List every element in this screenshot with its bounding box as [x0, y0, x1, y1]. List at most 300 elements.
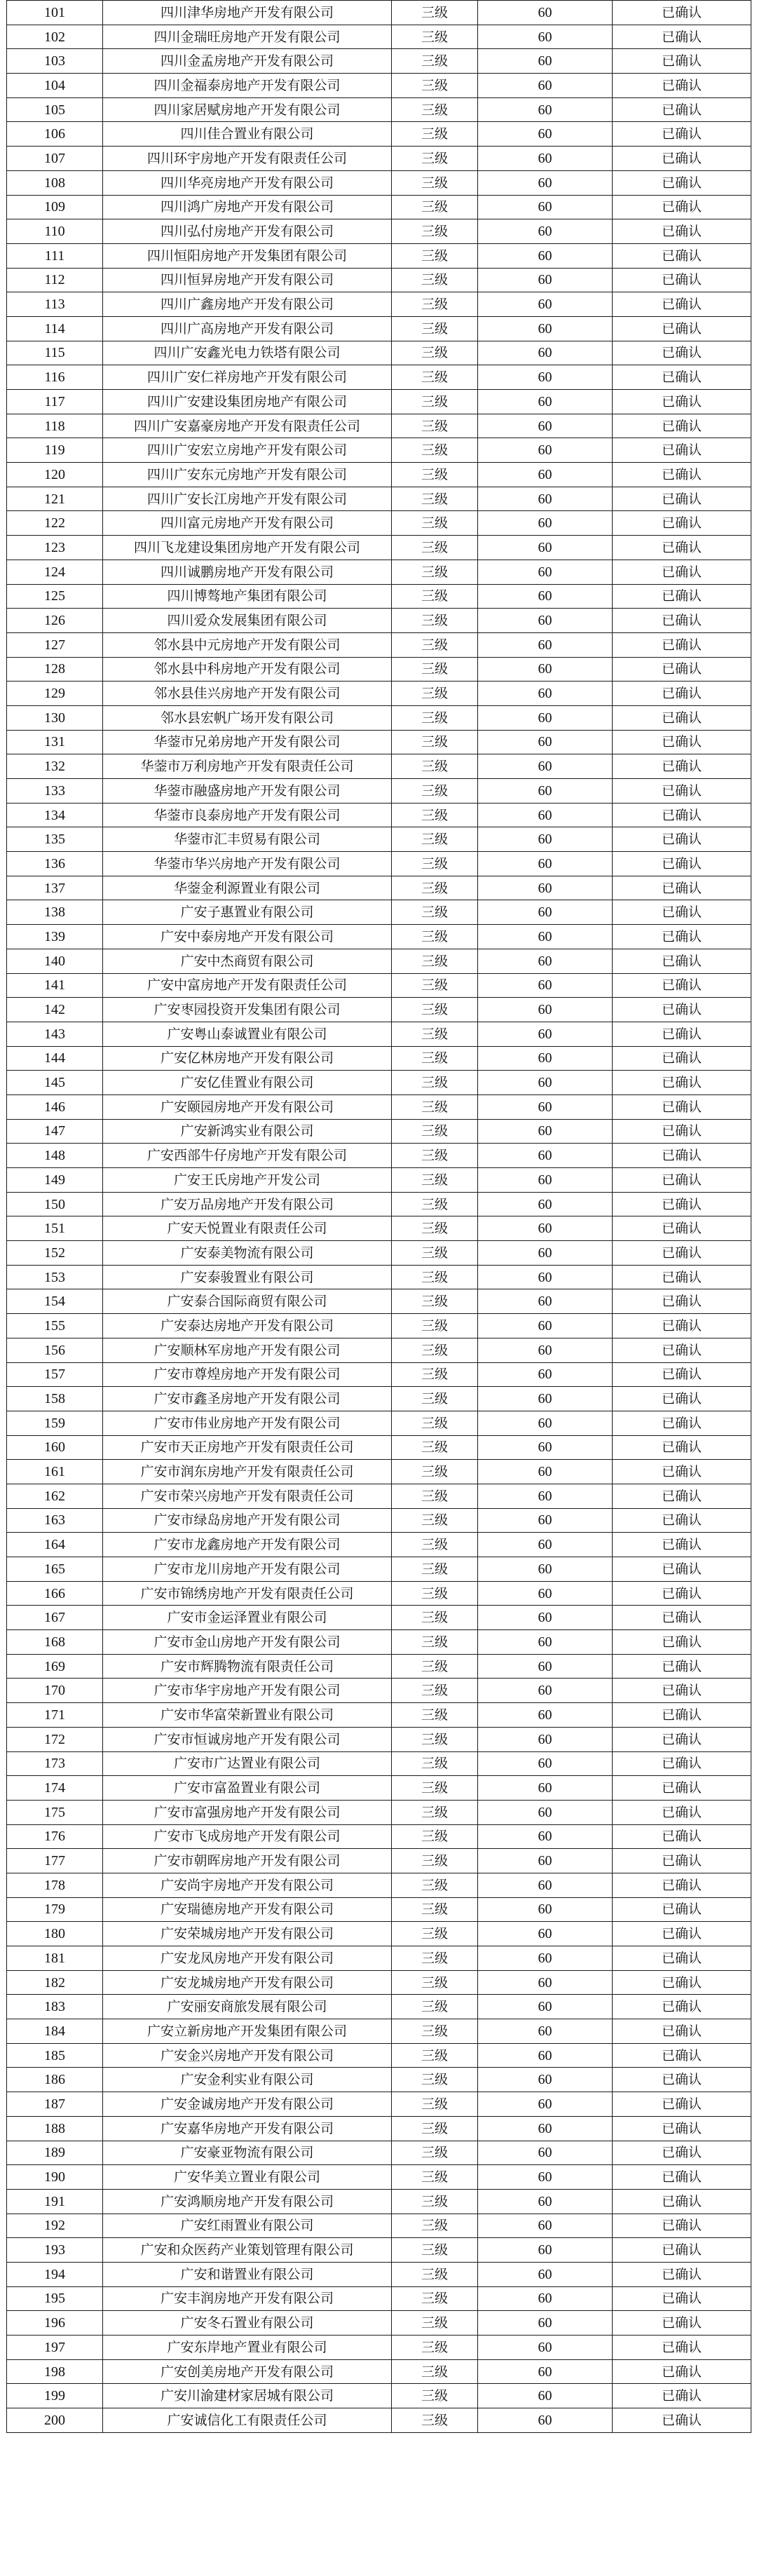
score-cell: 60: [478, 609, 613, 633]
qualification-level-cell: 三级: [392, 560, 478, 584]
company-name-cell: 广安市天正房地产开发有限责任公司: [103, 1435, 392, 1460]
qualification-level-cell: 三级: [392, 1362, 478, 1387]
company-name-cell: 四川金孟房地产开发有限公司: [103, 49, 392, 74]
score-cell: 60: [478, 292, 613, 317]
company-name-cell: 广安泰骏置业有限公司: [103, 1265, 392, 1289]
table-row: [7, 1, 751, 25]
status-cell: 已确认: [613, 1557, 751, 1582]
row-index-cell: 103: [7, 49, 103, 74]
row-index-cell: 177: [7, 1849, 103, 1873]
qualification-level-cell: 三级: [392, 1387, 478, 1411]
status-cell: 已确认: [613, 511, 751, 536]
company-name-cell: 广安亿林房地产开发有限公司: [103, 1046, 392, 1071]
company-name-cell: 广安龙城房地产开发有限公司: [103, 1970, 392, 1995]
row-index-cell: 174: [7, 1776, 103, 1801]
status-cell: 已确认: [613, 292, 751, 317]
score-cell: 60: [478, 1849, 613, 1873]
qualification-level-cell: 三级: [392, 2141, 478, 2165]
row-index-cell: 146: [7, 1094, 103, 1119]
score-cell: 60: [478, 1557, 613, 1582]
status-cell: 已确认: [613, 1946, 751, 1971]
company-name-cell: 邻水县宏帆广场开发有限公司: [103, 705, 392, 730]
qualification-level-cell: 三级: [392, 2068, 478, 2092]
qualification-level-cell: 三级: [392, 1022, 478, 1046]
company-name-cell: 广安新鸿实业有限公司: [103, 1119, 392, 1144]
score-cell: 60: [478, 1192, 613, 1216]
status-cell: 已确认: [613, 2408, 751, 2433]
row-index-cell: 170: [7, 1679, 103, 1703]
qualification-level-cell: 三级: [392, 292, 478, 317]
table-row: [7, 1265, 751, 1289]
status-cell: 已确认: [613, 195, 751, 219]
row-index-cell: 171: [7, 1703, 103, 1728]
score-cell: 60: [478, 170, 613, 195]
company-name-cell: 广安尚宇房地产开发有限公司: [103, 1873, 392, 1897]
company-name-cell: 广安创美房地产开发有限公司: [103, 2359, 392, 2384]
status-cell: 已确认: [613, 1776, 751, 1801]
qualification-level-cell: 三级: [392, 1484, 478, 1508]
score-cell: 60: [478, 316, 613, 341]
row-index-cell: 190: [7, 2165, 103, 2190]
score-cell: 60: [478, 1144, 613, 1168]
company-name-cell: 广安市鑫圣房地产开发有限公司: [103, 1387, 392, 1411]
company-name-cell: 广安王氏房地产开发公司: [103, 1168, 392, 1193]
status-cell: 已确认: [613, 1606, 751, 1630]
status-cell: 已确认: [613, 827, 751, 852]
qualification-level-cell: 三级: [392, 2384, 478, 2408]
score-cell: 60: [478, 2408, 613, 2433]
row-index-cell: 117: [7, 390, 103, 414]
score-cell: 60: [478, 1630, 613, 1655]
qualification-level-cell: 三级: [392, 390, 478, 414]
company-name-cell: 华蓥市汇丰贸易有限公司: [103, 827, 392, 852]
row-index-cell: 193: [7, 2238, 103, 2263]
qualification-level-cell: 三级: [392, 1849, 478, 1873]
qualification-level-cell: 三级: [392, 243, 478, 268]
status-cell: 已确认: [613, 876, 751, 900]
table-row: [7, 1071, 751, 1095]
score-cell: 60: [478, 1873, 613, 1897]
score-cell: 60: [478, 2311, 613, 2336]
company-name-cell: 广安市润东房地产开发有限责任公司: [103, 1460, 392, 1484]
score-cell: 60: [478, 1922, 613, 1946]
qualification-level-cell: 三级: [392, 1581, 478, 1606]
score-cell: 60: [478, 876, 613, 900]
score-cell: 60: [478, 1119, 613, 1144]
status-cell: 已确认: [613, 2286, 751, 2311]
table-row: [7, 1751, 751, 1776]
score-cell: 60: [478, 243, 613, 268]
score-cell: 60: [478, 1533, 613, 1557]
qualification-level-cell: 三级: [392, 1338, 478, 1362]
score-cell: 60: [478, 2043, 613, 2068]
status-cell: 已确认: [613, 365, 751, 390]
qualification-level-cell: 三级: [392, 1606, 478, 1630]
status-cell: 已确认: [613, 1144, 751, 1168]
score-cell: 60: [478, 730, 613, 754]
status-cell: 已确认: [613, 243, 751, 268]
score-cell: 60: [478, 1046, 613, 1071]
table-row: [7, 2092, 751, 2117]
status-cell: 已确认: [613, 1630, 751, 1655]
company-name-cell: 广安和众医药产业策划管理有限公司: [103, 2238, 392, 2263]
table-row: [7, 2068, 751, 2092]
company-name-cell: 广安市龙川房地产开发有限公司: [103, 1557, 392, 1582]
company-name-cell: 四川广安嘉豪房地产开发有限责任公司: [103, 414, 392, 438]
table-row: [7, 2286, 751, 2311]
row-index-cell: 135: [7, 827, 103, 852]
enterprise-table: [6, 0, 751, 2433]
status-cell: 已确认: [613, 1751, 751, 1776]
qualification-level-cell: 三级: [392, 1289, 478, 1314]
status-cell: 已确认: [613, 1897, 751, 1922]
row-index-cell: 122: [7, 511, 103, 536]
company-name-cell: 广安立新房地产开发集团有限公司: [103, 2019, 392, 2044]
qualification-level-cell: 三级: [392, 1508, 478, 1533]
row-index-cell: 138: [7, 900, 103, 925]
score-cell: 60: [478, 1824, 613, 1849]
row-index-cell: 125: [7, 584, 103, 609]
row-index-cell: 184: [7, 2019, 103, 2044]
table-row: [7, 1362, 751, 1387]
table-row: [7, 609, 751, 633]
qualification-level-cell: 三级: [392, 1411, 478, 1435]
status-cell: 已确认: [613, 1849, 751, 1873]
company-name-cell: 广安市金山房地产开发有限公司: [103, 1630, 392, 1655]
table-row: [7, 2019, 751, 2044]
score-cell: 60: [478, 1168, 613, 1193]
table-row: [7, 2336, 751, 2360]
score-cell: 60: [478, 438, 613, 463]
company-name-cell: 四川广安长江房地产开发有限公司: [103, 487, 392, 511]
row-index-cell: 112: [7, 268, 103, 292]
company-name-cell: 四川广安东元房地产开发有限公司: [103, 463, 392, 487]
table-row: [7, 632, 751, 657]
table-row: [7, 973, 751, 998]
company-name-cell: 广安荣城房地产开发有限公司: [103, 1922, 392, 1946]
row-index-cell: 172: [7, 1727, 103, 1751]
status-cell: 已确认: [613, 560, 751, 584]
score-cell: 60: [478, 268, 613, 292]
status-cell: 已确认: [613, 536, 751, 560]
status-cell: 已确认: [613, 2214, 751, 2238]
qualification-level-cell: 三级: [392, 1751, 478, 1776]
status-cell: 已确认: [613, 1, 751, 25]
row-index-cell: 155: [7, 1314, 103, 1338]
table-row: [7, 1897, 751, 1922]
table-row: [7, 2141, 751, 2165]
table-row: [7, 243, 751, 268]
company-name-cell: 广安市富盈置业有限公司: [103, 1776, 392, 1801]
table-row: [7, 1460, 751, 1484]
table-row: [7, 803, 751, 827]
score-cell: 60: [478, 584, 613, 609]
table-row: [7, 1119, 751, 1144]
score-cell: 60: [478, 998, 613, 1022]
score-cell: 60: [478, 1289, 613, 1314]
company-name-cell: 邻水县中元房地产开发有限公司: [103, 632, 392, 657]
status-cell: 已确认: [613, 1071, 751, 1095]
company-name-cell: 四川广安仁祥房地产开发有限公司: [103, 365, 392, 390]
row-index-cell: 200: [7, 2408, 103, 2433]
table-row: [7, 341, 751, 365]
table-row: [7, 1557, 751, 1582]
company-name-cell: 广安万品房地产开发有限公司: [103, 1192, 392, 1216]
company-name-cell: 广安鸿顺房地产开发有限公司: [103, 2189, 392, 2214]
qualification-level-cell: 三级: [392, 2359, 478, 2384]
table-row: [7, 74, 751, 98]
qualification-level-cell: 三级: [392, 170, 478, 195]
table-row: [7, 1703, 751, 1728]
score-cell: 60: [478, 1265, 613, 1289]
table-row: [7, 49, 751, 74]
qualification-level-cell: 三级: [392, 852, 478, 876]
row-index-cell: 158: [7, 1387, 103, 1411]
company-name-cell: 广安中富房地产开发有限责任公司: [103, 973, 392, 998]
status-cell: 已确认: [613, 2019, 751, 2044]
score-cell: 60: [478, 1338, 613, 1362]
company-name-cell: 广安市绿岛房地产开发有限公司: [103, 1508, 392, 1533]
qualification-level-cell: 三级: [392, 998, 478, 1022]
status-cell: 已确认: [613, 2384, 751, 2408]
score-cell: 60: [478, 973, 613, 998]
table-row: [7, 1094, 751, 1119]
row-index-cell: 182: [7, 1970, 103, 1995]
status-cell: 已确认: [613, 341, 751, 365]
status-cell: 已确认: [613, 1289, 751, 1314]
row-index-cell: 106: [7, 122, 103, 147]
row-index-cell: 115: [7, 341, 103, 365]
row-index-cell: 134: [7, 803, 103, 827]
company-name-cell: 四川广鑫房地产开发有限公司: [103, 292, 392, 317]
company-name-cell: 四川飞龙建设集团房地产开发有限公司: [103, 536, 392, 560]
table-row: [7, 1849, 751, 1873]
table-row: [7, 1654, 751, 1679]
status-cell: 已确认: [613, 438, 751, 463]
company-name-cell: 广安丰润房地产开发有限公司: [103, 2286, 392, 2311]
status-cell: 已确认: [613, 1824, 751, 1849]
table-row: [7, 998, 751, 1022]
table-row: [7, 1995, 751, 2019]
company-name-cell: 广安市锦绣房地产开发有限责任公司: [103, 1581, 392, 1606]
qualification-level-cell: 三级: [392, 900, 478, 925]
company-name-cell: 华蓥市万利房地产开发有限责任公司: [103, 754, 392, 779]
qualification-level-cell: 三级: [392, 1897, 478, 1922]
row-index-cell: 153: [7, 1265, 103, 1289]
row-index-cell: 139: [7, 925, 103, 949]
status-cell: 已确认: [613, 2092, 751, 2117]
score-cell: 60: [478, 463, 613, 487]
table-row: [7, 560, 751, 584]
table-row: [7, 1824, 751, 1849]
row-index-cell: 169: [7, 1654, 103, 1679]
row-index-cell: 192: [7, 2214, 103, 2238]
qualification-level-cell: 三级: [392, 876, 478, 900]
qualification-level-cell: 三级: [392, 1946, 478, 1971]
row-index-cell: 119: [7, 438, 103, 463]
status-cell: 已确认: [613, 268, 751, 292]
row-index-cell: 141: [7, 973, 103, 998]
row-index-cell: 148: [7, 1144, 103, 1168]
status-cell: 已确认: [613, 973, 751, 998]
qualification-level-cell: 三级: [392, 2092, 478, 2117]
qualification-level-cell: 三级: [392, 2214, 478, 2238]
company-name-cell: 广安金利实业有限公司: [103, 2068, 392, 2092]
score-cell: 60: [478, 1606, 613, 1630]
qualification-level-cell: 三级: [392, 803, 478, 827]
status-cell: 已确认: [613, 2165, 751, 2190]
table-row: [7, 949, 751, 973]
company-name-cell: 四川华亮房地产开发有限公司: [103, 170, 392, 195]
row-index-cell: 104: [7, 74, 103, 98]
score-cell: 60: [478, 2189, 613, 2214]
row-index-cell: 165: [7, 1557, 103, 1582]
status-cell: 已确认: [613, 949, 751, 973]
qualification-level-cell: 三级: [392, 147, 478, 171]
row-index-cell: 105: [7, 97, 103, 122]
table-row: [7, 2262, 751, 2286]
table-row: [7, 1289, 751, 1314]
qualification-level-cell: 三级: [392, 74, 478, 98]
company-name-cell: 四川鸿广房地产开发有限公司: [103, 195, 392, 219]
row-index-cell: 166: [7, 1581, 103, 1606]
score-cell: 60: [478, 1241, 613, 1266]
company-name-cell: 四川佳合置业有限公司: [103, 122, 392, 147]
company-name-cell: 广安诚信化工有限责任公司: [103, 2408, 392, 2433]
status-cell: 已确认: [613, 147, 751, 171]
qualification-level-cell: 三级: [392, 2165, 478, 2190]
row-index-cell: 144: [7, 1046, 103, 1071]
row-index-cell: 108: [7, 170, 103, 195]
score-cell: 60: [478, 900, 613, 925]
company-name-cell: 四川广安建设集团房地产有限公司: [103, 390, 392, 414]
qualification-level-cell: 三级: [392, 2189, 478, 2214]
status-cell: 已确认: [613, 1241, 751, 1266]
table-row: [7, 1046, 751, 1071]
qualification-level-cell: 三级: [392, 730, 478, 754]
score-cell: 60: [478, 147, 613, 171]
score-cell: 60: [478, 657, 613, 682]
row-index-cell: 142: [7, 998, 103, 1022]
company-name-cell: 四川富元房地产开发有限公司: [103, 511, 392, 536]
score-cell: 60: [478, 365, 613, 390]
company-name-cell: 四川津华房地产开发有限公司: [103, 1, 392, 25]
status-cell: 已确认: [613, 1922, 751, 1946]
qualification-level-cell: 三级: [392, 609, 478, 633]
qualification-level-cell: 三级: [392, 1046, 478, 1071]
table-row: [7, 2165, 751, 2190]
status-cell: 已确认: [613, 49, 751, 74]
company-name-cell: 四川家居赋房地产开发有限公司: [103, 97, 392, 122]
company-name-cell: 广安顺林军房地产开发有限公司: [103, 1338, 392, 1362]
table-row: [7, 2238, 751, 2263]
qualification-level-cell: 三级: [392, 1727, 478, 1751]
qualification-level-cell: 三级: [392, 463, 478, 487]
score-cell: 60: [478, 2238, 613, 2263]
row-index-cell: 109: [7, 195, 103, 219]
qualification-level-cell: 三级: [392, 1241, 478, 1266]
qualification-level-cell: 三级: [392, 1873, 478, 1897]
row-index-cell: 111: [7, 243, 103, 268]
score-cell: 60: [478, 2068, 613, 2092]
table-row: [7, 1216, 751, 1241]
table-row: [7, 97, 751, 122]
table-row: [7, 219, 751, 244]
score-cell: 60: [478, 1362, 613, 1387]
status-cell: 已确认: [613, 25, 751, 49]
score-cell: 60: [478, 2384, 613, 2408]
row-index-cell: 110: [7, 219, 103, 244]
score-cell: 60: [478, 1679, 613, 1703]
row-index-cell: 173: [7, 1751, 103, 1776]
score-cell: 60: [478, 2359, 613, 2384]
table-row: [7, 536, 751, 560]
row-index-cell: 164: [7, 1533, 103, 1557]
score-cell: 60: [478, 390, 613, 414]
table-row: [7, 1387, 751, 1411]
company-name-cell: 四川金福泰房地产开发有限公司: [103, 74, 392, 98]
score-cell: 60: [478, 414, 613, 438]
row-index-cell: 152: [7, 1241, 103, 1266]
table-row: [7, 122, 751, 147]
qualification-level-cell: 三级: [392, 584, 478, 609]
score-cell: 60: [478, 487, 613, 511]
status-cell: 已确认: [613, 1970, 751, 1995]
table-row: [7, 754, 751, 779]
qualification-level-cell: 三级: [392, 1776, 478, 1801]
row-index-cell: 130: [7, 705, 103, 730]
enterprise-table-body: [7, 1, 751, 2433]
status-cell: 已确认: [613, 463, 751, 487]
company-name-cell: 广安西部牛仔房地产开发有限公司: [103, 1144, 392, 1168]
score-cell: 60: [478, 560, 613, 584]
table-row: [7, 2043, 751, 2068]
qualification-level-cell: 三级: [392, 438, 478, 463]
row-index-cell: 120: [7, 463, 103, 487]
table-row: [7, 25, 751, 49]
table-row: [7, 195, 751, 219]
table-row: [7, 438, 751, 463]
company-name-cell: 四川恒阳房地产开发集团有限公司: [103, 243, 392, 268]
row-index-cell: 178: [7, 1873, 103, 1897]
score-cell: 60: [478, 1654, 613, 1679]
company-name-cell: 广安子惠置业有限公司: [103, 900, 392, 925]
qualification-level-cell: 三级: [392, 1679, 478, 1703]
score-cell: 60: [478, 1946, 613, 1971]
table-row: [7, 2408, 751, 2433]
row-index-cell: 188: [7, 2116, 103, 2141]
company-name-cell: 华蓥市良泰房地产开发有限公司: [103, 803, 392, 827]
score-cell: 60: [478, 1411, 613, 1435]
qualification-level-cell: 三级: [392, 2043, 478, 2068]
company-name-cell: 广安嘉华房地产开发有限公司: [103, 2116, 392, 2141]
company-name-cell: 四川广高房地产开发有限公司: [103, 316, 392, 341]
row-index-cell: 133: [7, 779, 103, 804]
status-cell: 已确认: [613, 2359, 751, 2384]
table-row: [7, 1314, 751, 1338]
score-cell: 60: [478, 219, 613, 244]
qualification-level-cell: 三级: [392, 1265, 478, 1289]
table-row: [7, 365, 751, 390]
row-index-cell: 185: [7, 2043, 103, 2068]
row-index-cell: 189: [7, 2141, 103, 2165]
qualification-level-cell: 三级: [392, 1630, 478, 1655]
table-row: [7, 2214, 751, 2238]
status-cell: 已确认: [613, 900, 751, 925]
score-cell: 60: [478, 49, 613, 74]
score-cell: 60: [478, 1800, 613, 1824]
row-index-cell: 196: [7, 2311, 103, 2336]
